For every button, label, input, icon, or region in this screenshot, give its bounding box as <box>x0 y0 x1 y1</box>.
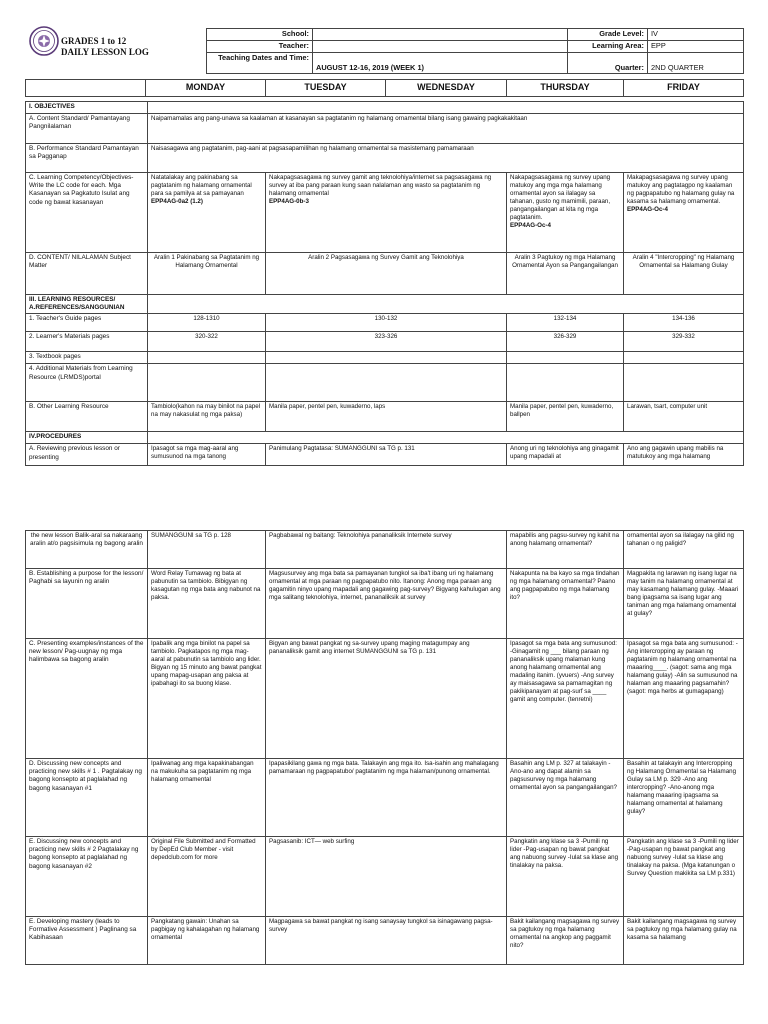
olr-monday: Tambiolo(kahon na may binilot na papel na may nakasulat ng mga paksa) <box>148 402 266 432</box>
day-header-blank <box>26 80 146 97</box>
purpose-monday: Word Relay Tumawag ng bata at pabunutin sa tambiolo. Bibigyan ng kasagutan ng mga bata ang nabunot na paksa. <box>148 569 266 639</box>
school-value <box>313 29 568 41</box>
mastery-monday: Pangkatang gawain: Unahan sa pagbigay ng kahalagahan ng halamang ornamental <box>148 917 266 965</box>
discussing-2-friday: Pangkatin ang klase sa 3 -Pumili ng lider -Pag-usapan ng bawat pangkat ang nabuong survey -Iulat sa klase ang tinalakay na paksa. (Mga katanungan o Survey Question makikita sa LM p.331) <box>624 837 744 917</box>
purpose-friday: Magpakita ng larawan ng isang lugar na may tanim na halamang ornamental at may kasamang halamang gulay. -Maaari bang ipagsama sa isang lugar ang taniman ang mga halamang ornamental at gulay? <box>624 569 744 639</box>
content-monday: Aralin 1 Pakinabang sa Pagtatanim ng Halamang Ornamental <box>148 253 266 295</box>
mastery-friday: Bakit kailangang magsagawa ng survey sa pagtukoy ng mga halamang gulay na kasama sa halamang <box>624 917 744 965</box>
mastery-tue-wed: Magpagawa sa bawat pangkat ng isang sanaysay tungkol sa isinagawang pagsa-survey <box>266 917 507 965</box>
content-label: D. CONTENT/ NILALAMAN Subject Matter <box>26 253 148 295</box>
tg-friday: 134-136 <box>624 314 744 332</box>
competency-monday-code: EPP4AG-0a2 (1.2) <box>151 197 203 205</box>
tg-tue-wed: 130-132 <box>266 314 507 332</box>
learning-competency-label: C. Learning Competency/Objectives- Write the LC code for each. Mga Kasanayan sa Pagkatuto Isulat ang code ng bawat kasanayan <box>26 173 148 253</box>
document-title <box>61 36 149 59</box>
mastery-thursday: Bakit kailangang magsagawa ng survey sa pagtukoy ng mga halamang ornamental na angkop ang paggamit nito? <box>507 917 624 965</box>
tb-thursday <box>507 352 624 364</box>
quarter-label: Quarter: <box>568 53 648 74</box>
discussing-concepts-2-label: E. Discussing new concepts and practicing new skills # 2 Pagtalakay ng bagong konsepto at paglalahad ng bagong kasanayan #2 <box>26 837 148 917</box>
discussing-1-tue-wed: Ipapasikilang gawa ng mga bata. Talakayin ang mga ito. Isa-isahin ang mahalagang pamamaraan ng pagpapatubo/ pagtatanim ng mga halaman/punong ornamental. <box>266 759 507 837</box>
tb-monday <box>148 352 266 364</box>
tb-friday <box>624 352 744 364</box>
grade-level-value: IV <box>648 29 744 41</box>
competency-monday <box>148 173 266 253</box>
review-continued-label: the new lesson Balik-aral sa nakaraang aralin at/o pagsisimula ng bagong aralin <box>26 531 148 569</box>
examples-thursday: Ipasagot sa mga bata ang sumusunod: -Ginagamit ng ___ bilang paraan ng pananaliksik upang malaman kung anong halamang ornamental ang madaling itanim. (yvuers) -Ang survey ay maisasagawa sa pamamagitan ng pakikipanayam at pag-surf sa ____ gamit ang computer. (tenretni) <box>507 639 624 759</box>
school-label: School: <box>207 29 313 41</box>
deped-seal-logo <box>29 26 59 56</box>
discussing-2-thursday: Pangkatin ang klase sa 3 -Pumili ng lider -Pag-usapan ng bawat pangkat ang nabuong survey -Iulat sa klase ang tinalakay na paksa. <box>507 837 624 917</box>
content-thursday: Aralin 3 Pagtukoy ng mga Halamang Ornamental Ayon sa Pangangailangan <box>507 253 624 295</box>
title-line-1: GRADES 1 to 12 <box>61 36 127 46</box>
competency-friday <box>624 173 744 253</box>
establishing-purpose-label: B. Establishing a purpose for the lesson/ Paghabi sa layunin ng aralin <box>26 569 148 639</box>
olr-tue-wed: Manila paper, pentel pen, kuwaderno, laps <box>266 402 507 432</box>
discussing-1-monday: Ipaliwanag ang mga kapakinabangan na makukuha sa pagtatanim ng mga halamang ornamental <box>148 759 266 837</box>
examples-friday: Ipasagot sa mga bata ang sumusunod: -Ang intercropping ay paraan ng pagtatanim ng halamang ornamental na maaaring____. (sagot: sama ang mga halamang gulay) -Alin sa sumusunod na halaman ang maaaring pagsamahin? (sagot: mga herbs at gumagapang) <box>624 639 744 759</box>
developing-mastery-label: E. Developing mastery (leads to Formative Assessment ) Paglinang sa Kabihasaan <box>26 917 148 965</box>
discussing-2-monday: Original File Submitted and Formatted by DepEd Club Member - visit depedclub.com for more <box>148 837 266 917</box>
lesson-table-page-2 <box>25 530 743 965</box>
other-resources-label: B. Other Learning Resource <box>26 402 148 432</box>
examples-tue-wed: Bigyan ang bawat pangkat ng sa-survey upang maging matagumpay ang pananaliksik gamit ang internet SUMANGGUNI sa TG p. 131 <box>266 639 507 759</box>
day-tuesday: TUESDAY <box>266 80 386 97</box>
competency-friday-text: Makapagsasagawa ng survey upang matukoy ang pagtatagpo ng kaalaman ng pagpapatubo ng halamang gulay na kasama sa halamang ornamental. <box>627 174 735 205</box>
objectives-heading: I. OBJECTIVES <box>26 102 148 114</box>
lm-monday: 320-322 <box>148 332 266 352</box>
day-friday: FRIDAY <box>624 80 744 97</box>
review-thursday: Anong uri ng teknolohiya ang ginagamit upang mapadali at <box>507 444 624 466</box>
content-friday: Aralin 4 "Intercropping" ng Halamang Ornamental sa Halamang Gulay <box>624 253 744 295</box>
learning-resources-label: III. LEARNING RESOURCES/ A.REFERENCES/SANGGUNIAN <box>26 295 148 314</box>
quarter-value: 2ND QUARTER <box>648 53 744 74</box>
days-header <box>25 79 743 97</box>
review-cont-thursday: mapabilis ang pagsu-survey ng kahit na anong halamang ornamental? <box>507 531 624 569</box>
olr-friday: Larawan, tsart, computer unit <box>624 402 744 432</box>
review-friday: Ano ang gagawin upang mabilis na matutukoy ang mga halamang <box>624 444 744 466</box>
teaching-dates-value: AUGUST 12-16, 2019 (WEEK 1) <box>313 53 568 74</box>
review-cont-tue-wed: Pagbabawal ng baitang: Teknolohiya pananaliksik Internete survey <box>266 531 507 569</box>
learning-resources-blank <box>148 295 744 314</box>
teachers-guide-label: 1. Teacher's Guide pages <box>26 314 148 332</box>
learning-area-label: Learning Area: <box>568 41 648 53</box>
grade-level-label: Grade Level: <box>568 29 648 41</box>
examples-monday: Ipabalik ang mga binilot na papel sa tambiolo. Pagkatapos ng mga mag-aaral at pabunutin sa tambiolo ang lider. Bigyan ng 15 minuto ang bawat pangkat upang mapag-usapan ang paksa at ipabahagi ito sa buong klase. <box>148 639 266 759</box>
header-info <box>206 28 743 74</box>
lesson-table-page-1 <box>25 101 743 466</box>
am-friday <box>624 364 744 402</box>
discussing-1-thursday: Basahin ang LM p. 327 at talakayin -Ano-ano ang dapat alamin sa pagsusurvey ng mga halamang ornamental ayon sa pangangailangan? <box>507 759 624 837</box>
textbook-pages-label: 3. Textbook pages <box>26 352 148 364</box>
competency-thursday-code: EPP4AG-Oc-4 <box>510 221 551 229</box>
day-thursday: THURSDAY <box>507 80 624 97</box>
performance-standard-text: Naisasagawa ang pagtatanim, pag-aani at pagsasapamilihan ng halamang ornamental sa masistemang pamamaraan <box>148 144 744 173</box>
learning-area-value: EPP <box>648 41 744 53</box>
lm-tue-wed: 323-326 <box>266 332 507 352</box>
competency-tue-wed-text: Nakapagsasagawa ng survey gamit ang teknolohiya/internet sa pagsasagawa ng survey at iba pang paraan kung saan nalalaman ang wasto sa pagtatanim ng halamang ornamental <box>269 174 492 197</box>
tb-tue-wed <box>266 352 507 364</box>
objectives-blank <box>148 102 744 114</box>
additional-materials-label: 4. Additional Materials from Learning Resource (LRMDS)portal <box>26 364 148 402</box>
content-standard-label: A. Content Standard/ Pamantayang Pangnilalaman <box>26 114 148 144</box>
tg-thursday: 132-134 <box>507 314 624 332</box>
procedures-heading: IV.PROCEDURES <box>26 432 148 444</box>
am-monday <box>148 364 266 402</box>
procedures-blank <box>148 432 744 444</box>
reviewing-lesson-label: A. Reviewing previous lesson or presenting <box>26 444 148 466</box>
review-cont-monday: SUMANGGUNI sa TG p. 128 <box>148 531 266 569</box>
presenting-examples-label: C. Presenting examples/instances of the new lesson/ Pag-uugnay ng mga halimbawa sa bagong aralin <box>26 639 148 759</box>
day-wednesday: WEDNESDAY <box>386 80 507 97</box>
purpose-thursday: Nakapunta na ba kayo sa mga tindahan ng mga halamang ornamental? Paano ang pagpapatubo ng mga halamang ito? <box>507 569 624 639</box>
review-tue-wed: Panimulang Pagtatasa: SUMANGGUNI sa TG p. 131 <box>266 444 507 466</box>
review-monday: Ipasagot sa mga mag-aaral ang sumusunod na mga tanong <box>148 444 266 466</box>
content-tue-wed: Aralin 2 Pagsasagawa ng Survey Gamit ang Teknolohiya <box>266 253 507 295</box>
am-tue-wed <box>266 364 507 402</box>
day-monday: MONDAY <box>146 80 266 97</box>
competency-thursday <box>507 173 624 253</box>
competency-thursday-text: Nakapagsasagawa ng survey upang matukoy ang mga mga halamang ornamental ayon sa ilalagay sa tahanan, gusto ng mamimili, paraan, pangangailangan at kita ng mga pagtatanim. <box>510 174 611 221</box>
competency-tue-wed-code: EPP4AG-0b-3 <box>269 197 309 205</box>
performance-standard-label: B. Performance Standard Pamantayan sa Pagganap <box>26 144 148 173</box>
lm-thursday: 326-329 <box>507 332 624 352</box>
discussing-1-friday: Basahin at talakayin ang Intercropping ng Halamang Ornamental sa Halamang Gulay sa LM p. 329 -Ano ang intercropping? -Ano-anong mga halamang maaaring ipagsama sa halamang ornamental at halamang gulay? <box>624 759 744 837</box>
title-line-2: DAILY LESSON LOG <box>61 47 149 58</box>
discussing-2-tue-wed: Pagsasanib: ICT— web surfing <box>266 837 507 917</box>
learners-materials-label: 2. Learner's Materials pages <box>26 332 148 352</box>
review-cont-friday: ornamental ayon sa ilalagay na gilid ng tahanan o ng paligid? <box>624 531 744 569</box>
teaching-dates-label: Teaching Dates and Time: <box>207 53 313 74</box>
competency-monday-text: Natatalakay ang pakinabang sa pagtatanim ng halamang ornamental para sa pamilya at sa pamayanan <box>151 174 252 197</box>
competency-friday-code: EPP4AG-Oc-4 <box>627 205 668 213</box>
tg-monday: 128-1310 <box>148 314 266 332</box>
competency-tue-wed <box>266 173 507 253</box>
am-thursday <box>507 364 624 402</box>
content-standard-text: Naipamamalas ang pang-unawa sa kaalaman at kasanayan sa pagtatanim ng halamang ornamental bilang isang gawaing pagkakakitaan <box>148 114 744 144</box>
discussing-concepts-1-label: D. Discussing new concepts and practicing new skills # 1 . Pagtalakay ng bagong konsepto at paglalahad ng bagong kasanayan #1 <box>26 759 148 837</box>
purpose-tue-wed: Magsusurvey ang mga bata sa pamayanan tungkol sa iba't ibang uri ng halamang ornamental at mga paraan ng pagpapatubo nito. Itanong: Anong mga paraan ang gagamitin ninyo upang mapadali ang gagawing pag-survey? Bigyang kahulugan ang mga salitang teknolohiya, internet, pananaliksik at survey <box>266 569 507 639</box>
teacher-value <box>313 41 568 53</box>
teacher-label: Teacher: <box>207 41 313 53</box>
olr-thursday: Manila paper, pentel pen, kuwaderno, ballpen <box>507 402 624 432</box>
lm-friday: 329-332 <box>624 332 744 352</box>
